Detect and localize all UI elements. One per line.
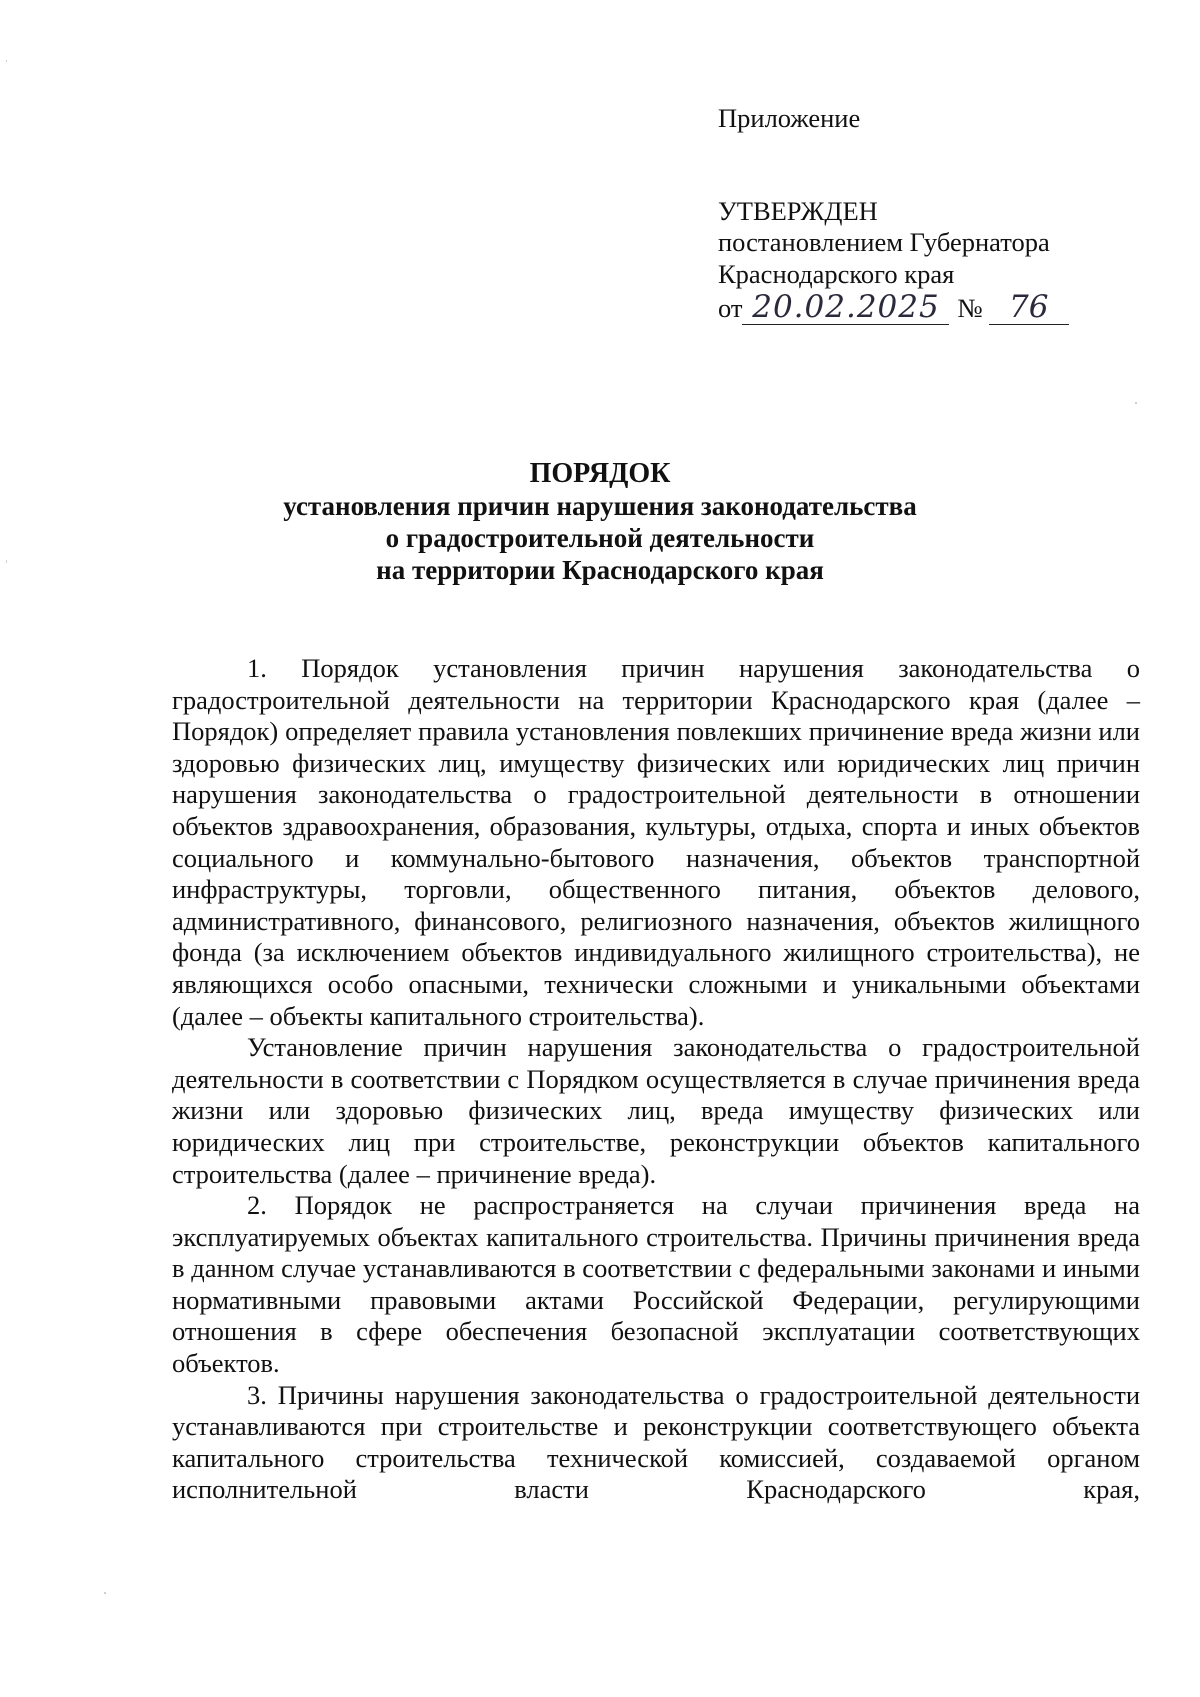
scan-speck: [104, 1592, 106, 1594]
paragraph-2: Установление причин нарушения законодательства о градостроительной деятельности в соответствии с Порядком осуществляется в случае причинения вреда жизни или здоровью физических лиц, вреда имуществу физических или юридических лиц при строительстве, реконструкции объектов капитального строительства (далее – причинение вреда).: [172, 1032, 1140, 1189]
approved-by-line-2: Краснодарского края: [718, 258, 955, 289]
header-spacer: [718, 135, 1069, 196]
paragraph-4: 3. Причины нарушения законодательства о градостроительной деятельности устанавливаются при строительстве и реконструкции соответствующего объекта капитального строительства технической комиссией, создаваемой органом исполнительной власти Краснодарского края,: [172, 1379, 1140, 1505]
title-line-2: о градостроительной деятельности: [385, 523, 815, 553]
date-prefix: от: [718, 293, 743, 323]
title-line-3: на территории Краснодарского края: [376, 555, 824, 585]
handwritten-number: 76: [989, 290, 1069, 325]
scan-speck: [6, 560, 7, 563]
approval-date-number-line: [718, 290, 1069, 325]
approved-by-line-1: постановлением Губернатора: [718, 227, 1050, 257]
document-title: [0, 458, 1200, 586]
number-sign: №: [957, 293, 983, 323]
annex-label: Приложение: [718, 103, 861, 133]
approval-header: [718, 103, 1069, 325]
scan-speck: [6, 60, 7, 62]
paragraph-1: 1. Порядок установления причин нарушения законодательства о градостроительной деятельности на территории Краснодарского края (далее – Порядок) определяет правила установления повлекших причинение вреда жизни или здоровью физических лиц, имуществу физических или юридических лиц причин нарушения законодательства о градостроительной деятельности в отношении объектов здравоохранения, образования, культуры, отдыха, спорта и иных объектов социального и коммунально-бытового назначения, объектов транспортной инфраструктуры, торговли, общественного питания, объектов делового, административного, финансового, религиозного назначения, объектов жилищного фонда (за исключением объектов индивидуального жилищного строительства), не являющихся особо опасными, технически сложными и уникальными объектами (далее – объекты капитального строительства).: [172, 653, 1140, 1031]
scan-speck: [1135, 402, 1137, 404]
title-main: ПОРЯДОК: [529, 458, 671, 489]
approved-label: УТВЕРЖДЕН: [718, 195, 878, 226]
paragraph-3: 2. Порядок не распространяется на случаи причинения вреда на эксплуатируемых объектах капитального строительства. Причины причинения вреда в данном случае устанавливаются в соответствии с федеральными законами и иными нормативными правовыми актами Российской Федерации, регулирующими отношения в сфере обеспечения безопасной эксплуатации соответствующих объектов.: [172, 1190, 1140, 1379]
title-line-1: установления причин нарушения законодательства: [283, 491, 917, 521]
handwritten-date: 20.02.2025: [742, 290, 949, 325]
document-body: [172, 653, 1140, 1506]
